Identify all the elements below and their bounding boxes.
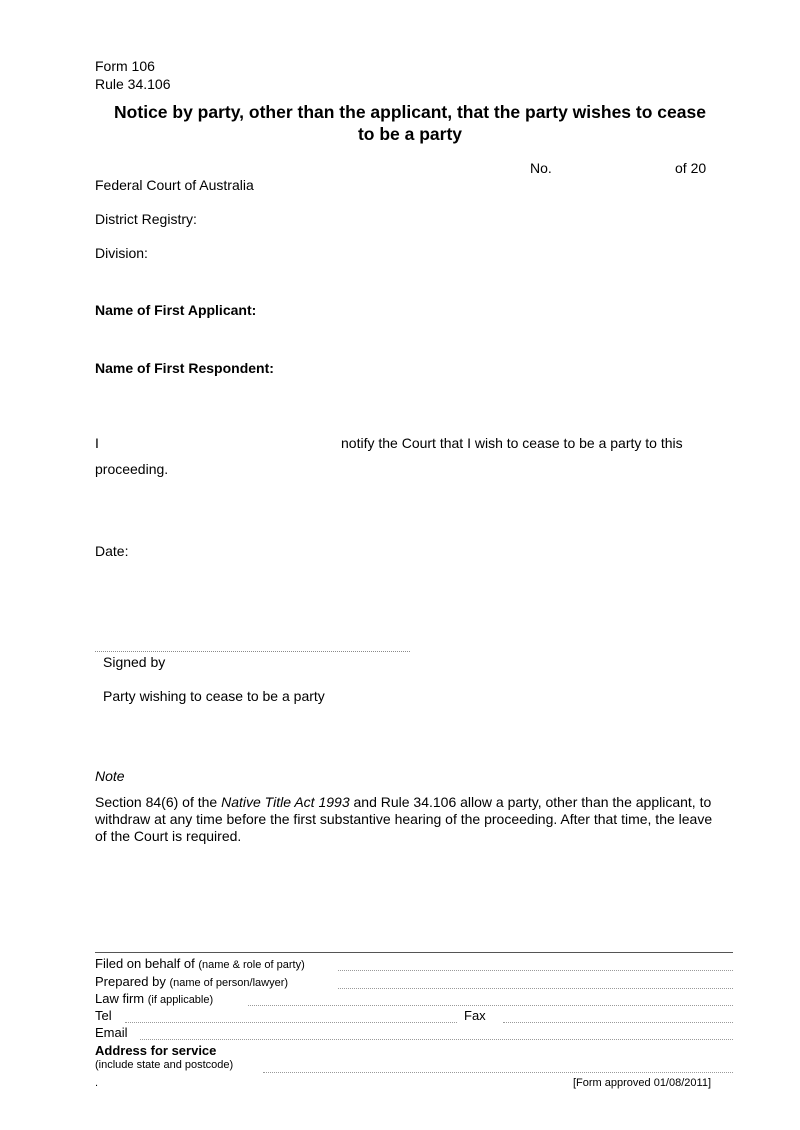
law-firm-hint: (if applicable) [147, 994, 214, 1006]
address-for-service-field[interactable] [263, 1072, 733, 1073]
address-for-service-hint: (include state and postcode) [95, 1059, 234, 1071]
rule-number: Rule 34.106 [95, 76, 171, 92]
law-firm-text: Law firm [95, 991, 148, 1006]
tel-label: Tel [95, 1008, 112, 1023]
law-firm-field[interactable] [248, 1005, 733, 1006]
footer-period: . [95, 1077, 99, 1089]
first-respondent-label: Name of First Respondent: [95, 360, 274, 376]
email-label: Email [95, 1025, 128, 1040]
court-name: Federal Court of Australia [95, 177, 254, 193]
signature-line [95, 651, 410, 652]
note-heading: Note [95, 768, 125, 784]
filed-on-behalf-label [95, 956, 305, 971]
prepared-by-text: Prepared by [95, 974, 170, 989]
case-year-label: of 20 [675, 160, 707, 176]
statement-continuation: proceeding. [95, 461, 169, 477]
first-applicant-label: Name of First Applicant: [95, 302, 257, 318]
signatory-capacity: Party wishing to cease to be a party [103, 688, 325, 704]
prepared-by-field[interactable] [338, 988, 733, 989]
form-approved-date: [Form approved 01/08/2011] [573, 1077, 711, 1089]
division-label: Division: [95, 245, 148, 261]
email-field[interactable] [140, 1039, 733, 1040]
statement-text: notify the Court that I wish to cease to be a party to this [341, 435, 683, 451]
filed-on-behalf-hint: (name & role of party) [198, 959, 305, 971]
note-text [95, 794, 715, 845]
case-number-label: No. [530, 160, 552, 176]
district-registry-label: District Registry: [95, 211, 197, 227]
prepared-by-hint: (name of person/lawyer) [169, 977, 289, 989]
fax-label: Fax [464, 1008, 486, 1023]
note-text-part1: Section 84(6) of the [95, 794, 222, 810]
filed-on-behalf-text: Filed on behalf of [95, 956, 199, 971]
note-text-part2: and Rule 34.106 allow a party, other than the applicant, to withdraw at any time before the first substantive hearing of the proceeding. After that time, the leave of the Court is required. [95, 794, 713, 844]
prepared-by-label [95, 974, 288, 989]
page-title: Notice by party, other than the applicant, that the party wishes to cease to be a party [114, 102, 706, 144]
law-firm-label [95, 991, 213, 1006]
signed-by-label: Signed by [103, 654, 166, 670]
tel-field[interactable] [125, 1022, 457, 1023]
form-number: Form 106 [95, 58, 155, 74]
statement-prefix: I [95, 435, 99, 451]
filed-on-behalf-field[interactable] [338, 970, 733, 971]
fax-field[interactable] [503, 1022, 733, 1023]
act-name: Native Title Act 1993 [221, 794, 350, 810]
date-label: Date: [95, 543, 129, 559]
address-for-service-label: Address for service [95, 1043, 217, 1058]
footer-divider [95, 952, 733, 953]
